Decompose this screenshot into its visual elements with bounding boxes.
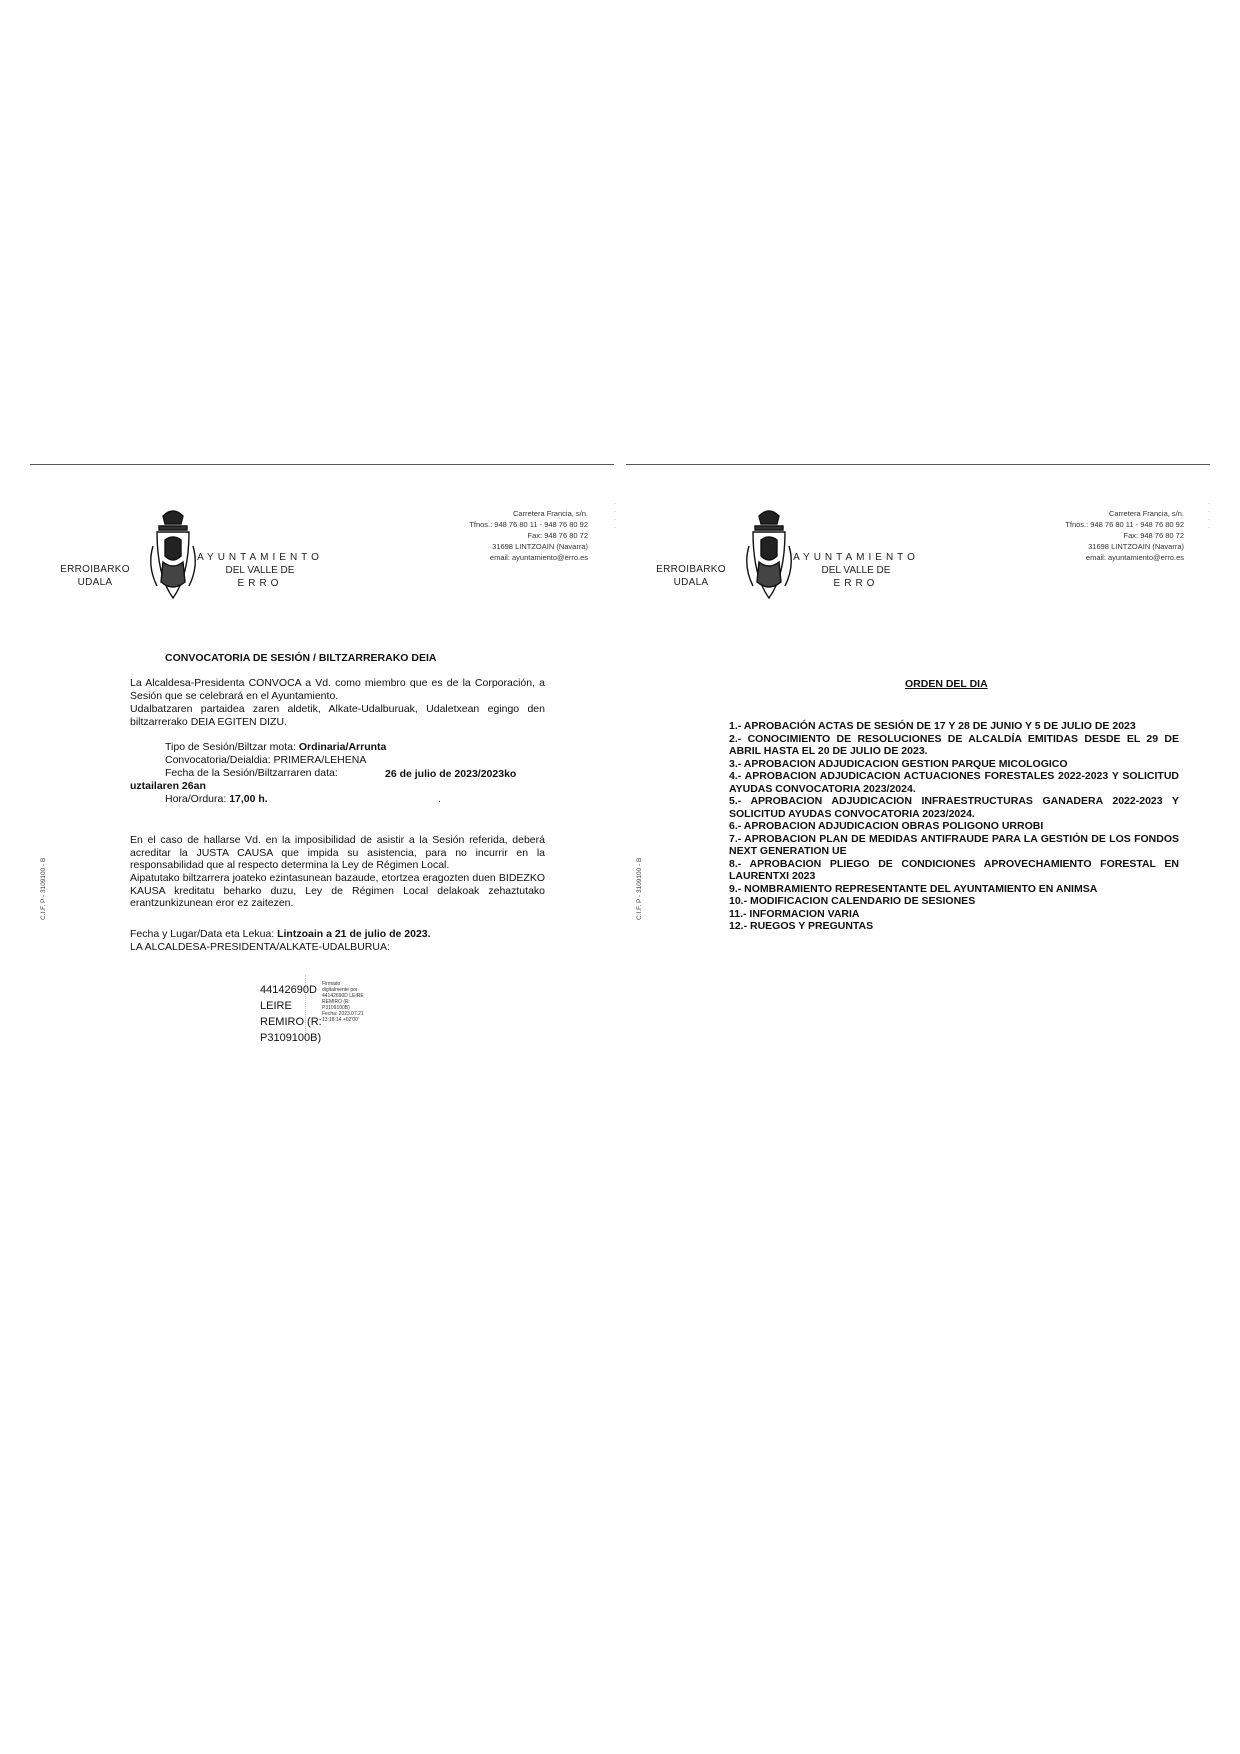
cif-left: C.I.F. P - 3109100 - B xyxy=(40,857,47,920)
signature-name xyxy=(260,982,322,1046)
orden-del-dia-list xyxy=(729,720,1179,933)
tipo-label: Tipo de Sesión/Biltzar mota: xyxy=(165,741,299,753)
lugar-label: Fecha y Lugar/Data eta Lekua: xyxy=(130,928,278,940)
list-item: 10.- MODIFICACION CALENDARIO DE SESIONES xyxy=(729,895,976,907)
ayto-line1: AYUNTAMIENTO xyxy=(793,552,919,563)
list-item: 4.- APROBACION ADJUDICACION ACTUACIONES FORESTALES 2022-2023 Y SOLICITUD AYUDAS CONVOCATORIA 2023/2024. xyxy=(729,770,1179,795)
tipo-sesion xyxy=(165,741,386,754)
ayto-line3: ERRO xyxy=(237,578,283,589)
ayto-line2: DEL VALLE DE xyxy=(225,565,295,576)
tipo-value: Ordinaria/Arrunta xyxy=(298,741,387,753)
coat-of-arms-icon xyxy=(741,506,797,604)
address-line: Carretera Francia, s/n. xyxy=(1108,509,1184,518)
udala-line2: UDALA xyxy=(673,577,709,588)
convocatoria-title: CONVOCATORIA DE SESIÓN / BILTZARRERAKO DEIA xyxy=(165,652,437,664)
udala-label xyxy=(651,563,731,589)
fecha-label: Fecha de la Sesión/Biltzarraren data: xyxy=(165,767,338,779)
sig-small-line: REMIRO (R: xyxy=(322,999,351,1005)
list-item: 7.- APROBACION PLAN DE MEDIDAS ANTIFRAUDE PARA LA GESTIÓN DE LOS FONDOS NEXT GENERATION UE xyxy=(729,832,1179,857)
ayto-line1: AYUNTAMIENTO xyxy=(197,552,323,563)
address-line: email: ayuntamiento@erro.es xyxy=(1085,553,1184,562)
ayuntamiento-label xyxy=(195,551,325,590)
justa-causa-paragraph-eu: Aipatutako biltzarrera joateko ezintasunean bazaude, etortzea eragozten duen BIDEZKO KAUSA kreditatu beharko duzu, Ley de Régimen Local delakoak zehaztutako erantzunkizunean eror ez zaitezen. xyxy=(130,872,545,909)
list-item: 2.- CONOCIMIENTO DE RESOLUCIONES DE ALCALDÍA EMITIDAS DESDE EL 29 DE ABRIL HASTA EL 20 DE JULIO DE 2023. xyxy=(729,732,1179,757)
stray-dot: . xyxy=(438,793,441,805)
signature-digital-note xyxy=(322,981,364,1023)
address-line: Carretera Francia, s/n. xyxy=(512,509,588,518)
intro-paragraph: La Alcaldesa-Presidenta CONVOCA a Vd. como miembro que es de la Corporación, a Sesión que se celebrará en el Ayuntamiento. xyxy=(130,677,545,702)
convocatoria-line: Convocatoria/Deialdia: PRIMERA/LEHENA xyxy=(165,754,367,766)
lugar-value: Lintzoain a 21 de julio de 2023. xyxy=(277,928,431,940)
list-item: 6.- APROBACION ADJUDICACION OBRAS POLIGONO URROBI xyxy=(729,820,1044,832)
udala-line2: UDALA xyxy=(77,577,113,588)
address-line: Fax: 948 76 80 72 xyxy=(1123,531,1184,540)
hora-label: Hora/Ordura: xyxy=(165,793,230,805)
address-line: 31698 LINTZOAIN (Navarra) xyxy=(492,542,588,551)
top-rule-right xyxy=(626,464,1210,465)
hora-line xyxy=(165,793,268,806)
sig-small-line: 44142690D LEIRE xyxy=(322,993,364,999)
list-item: 8.- APROBACION PLIEGO DE CONDICIONES APROVECHAMIENTO FORESTAL EN LAURENTXI 2023 xyxy=(729,857,1179,882)
justa-causa-paragraph: En el caso de hallarse Vd. en la imposibilidad de asistir a la Sesión referida, deberá acreditar la JUSTA CAUSA que impida su asistencia, para no incurrir en la responsabilidad que al respecto determina la Ley de Régimen Local. xyxy=(130,834,545,871)
ayuntamiento-label xyxy=(791,551,921,590)
ayto-line2: DEL VALLE DE xyxy=(821,565,891,576)
signature-line: REMIRO (R: xyxy=(260,1016,322,1028)
address-line: Tfnos.: 948 76 80 11 - 948 76 80 92 xyxy=(1065,520,1184,529)
udala-label xyxy=(55,563,135,589)
sig-small-line: P3109100B) xyxy=(322,1005,350,1011)
list-item: 9.- NOMBRAMIENTO REPRESENTANTE DEL AYUNTAMIENTO EN ANIMSA xyxy=(729,882,1098,895)
sig-small-line: 13:18:14 +02'00' xyxy=(322,1017,359,1023)
list-item: 3.- APROBACION ADJUDICACION GESTION PARQUE MICOLOGICO xyxy=(729,757,1068,770)
sig-small-line: Firmado xyxy=(322,981,341,987)
firma-cargo: LA ALCALDESA-PRESIDENTA/ALKATE-UDALBURUA: xyxy=(130,941,390,953)
intro-paragraph-eu: Udalbatzaren partaidea zaren aldetik, Alkate-Udalburuak, Udaletxean egingo den biltzarrerako DEIA EGITEN DIZU. xyxy=(130,703,545,728)
list-item: 12.- RUEGOS Y PREGUNTAS xyxy=(729,920,874,932)
hora-value: 17,00 h. xyxy=(229,793,268,805)
cif-right: C.I.F. P - 3109100 - B xyxy=(636,857,643,920)
udala-line1: ERROIBARKO xyxy=(656,564,726,575)
udala-line1: ERROIBARKO xyxy=(60,564,130,575)
address-line: 31698 LINTZOAIN (Navarra) xyxy=(1088,542,1184,551)
sig-small-line: digitalmente por xyxy=(322,987,358,993)
signature-line: 44142690D xyxy=(260,984,317,996)
address-line: email: ayuntamiento@erro.es xyxy=(489,553,588,562)
orden-del-dia-title: ORDEN DEL DIA xyxy=(905,678,988,690)
signature-line: P3109100B) xyxy=(260,1032,322,1044)
address-line: Tfnos.: 948 76 80 11 - 948 76 80 92 xyxy=(469,520,588,529)
margin-marks-right: · · · · xyxy=(1208,501,1210,531)
sig-small-line: Fecha: 2023.07.21 xyxy=(322,1011,364,1017)
address-block-right xyxy=(1016,508,1184,563)
signature-line: LEIRE xyxy=(260,1000,292,1012)
margin-marks-left: · · · · xyxy=(614,501,616,531)
list-item: 1.- APROBACIÓN ACTAS DE SESIÓN DE 17 Y 28 DE JUNIO Y 5 DE JULIO DE 2023 xyxy=(729,720,1136,732)
address-block-left xyxy=(420,508,588,563)
fecha-value: 26 de julio de 2023/2023ko xyxy=(385,768,517,780)
lugar-line xyxy=(130,928,431,941)
list-item: 5.- APROBACION ADJUDICACION INFRAESTRUCTURAS GANADERA 2022-2023 Y SOLICITUD AYUDAS CONVOCATORIA 2023/2024. xyxy=(729,795,1179,820)
top-rule-left xyxy=(30,464,614,465)
ayto-line3: ERRO xyxy=(833,578,879,589)
list-item: 11.- INFORMACION VARIA xyxy=(729,907,860,920)
coat-of-arms-icon xyxy=(145,506,201,604)
fecha-value-eu: uztailaren 26an xyxy=(130,780,206,792)
address-line: Fax: 948 76 80 72 xyxy=(527,531,588,540)
